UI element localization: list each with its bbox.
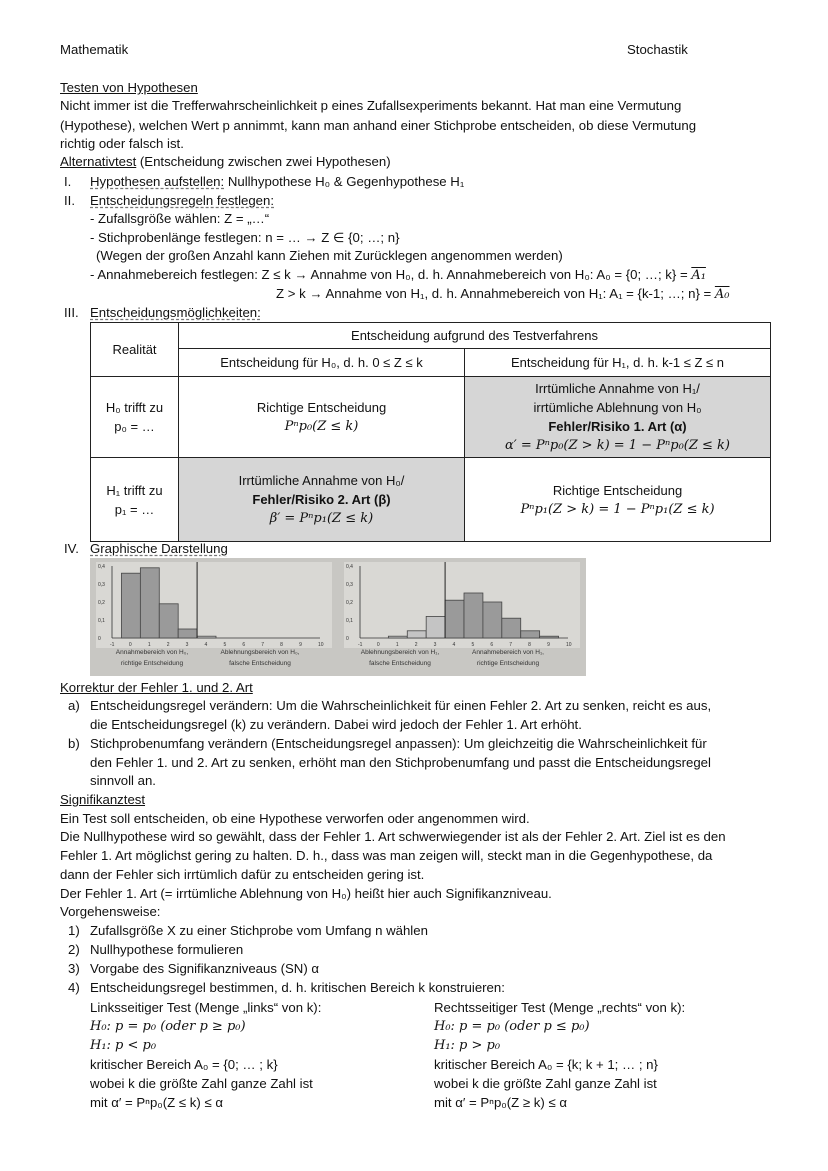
test-h0: H₀: p = p₀ (oder p ≤ p₀) <box>434 1019 590 1034</box>
x-tick-label: 1 <box>147 642 151 648</box>
x-tick-label: 3 <box>185 642 189 648</box>
row-h0-label <box>91 377 179 458</box>
x-tick-label: 7 <box>509 642 513 648</box>
step-1 <box>90 174 464 189</box>
cell-text: irrtümliche Ablehnung von H₀ <box>533 400 702 415</box>
cell-text: Fehler/Risiko 2. Art (β) <box>252 492 391 507</box>
y-tick-label: 0 <box>346 636 349 642</box>
linksseitig-test <box>90 998 321 1112</box>
signifikanz-line: Der Fehler 1. Art (= irrtümliche Ablehnung von H₀) heißt hier auch Signifikanzniveau. <box>60 886 552 901</box>
step-number: IV. <box>64 541 79 556</box>
signifikanz-line: Fehler 1. Art möglichst gering zu halten. D. h., dass was man zeigen will, steckt man in die Gegenhypothese, da <box>60 848 713 863</box>
y-tick-label: 0 <box>98 636 101 642</box>
cell-text: Fehler/Risiko 1. Art (α) <box>548 419 687 434</box>
test-wobei: wobei k die größte Zahl ganze Zahl ist <box>434 1076 657 1091</box>
histogram-bar <box>426 616 445 638</box>
histogram-bar <box>407 631 426 638</box>
region-label: richtige Entscheidung <box>476 660 540 667</box>
cell-correct-h1 <box>465 458 771 542</box>
x-tick-label: 5 <box>223 642 227 648</box>
alternativtest-heading <box>60 154 391 169</box>
histogram-bar <box>197 636 216 638</box>
signifikanz-line: dann der Fehler sich irrtümlich dafür zu entscheiden gering ist. <box>60 867 425 882</box>
x-tick-label: -1 <box>110 642 115 648</box>
y-tick-label: 0,1 <box>98 618 105 624</box>
test-title: Rechtsseitiger Test (Menge „rechts“ von k): <box>434 1000 686 1015</box>
histogram-bar <box>464 593 483 638</box>
y-tick-label: 0,3 <box>98 582 105 588</box>
histogram-bar <box>540 636 559 638</box>
step-2-heading: Entscheidungsregeln festlegen: <box>90 193 275 208</box>
signifikanz-line: Die Nullhypothese wird so gewählt, dass der Fehler 1. Art schwerwiegender ist als der Fehler 2. Art. Ziel ist es den <box>60 829 726 844</box>
row-label: p₀ = … <box>114 419 155 434</box>
x-tick-label: 9 <box>299 642 302 648</box>
korrektur-line: die Entscheidungsregel (k) zu verändern. Dabei wird jedoch der Fehler 1. Art erhöht. <box>90 717 582 732</box>
row-label: H₁ trifft zu <box>106 482 163 498</box>
cell-error-1 <box>465 377 771 458</box>
x-tick-label: 6 <box>242 642 246 648</box>
intro-line: Nicht immer ist die Trefferwahrscheinlichkeit p eines Zufallsexperiments bekannt. Hat man eine Vermutung <box>60 98 682 113</box>
decision-table <box>90 322 771 542</box>
test-wobei: wobei k die größte Zahl ganze Zahl ist <box>90 1076 313 1091</box>
x-tick-label: 8 <box>280 642 283 648</box>
histogram-bar <box>159 604 178 638</box>
cell-correct-h0 <box>179 377 465 458</box>
header-entscheidung: Entscheidung aufgrund des Testverfahrens <box>179 323 771 349</box>
histogram-bar <box>388 636 407 638</box>
histogram-bar <box>121 573 140 638</box>
region-label: richtige Entscheidung <box>120 660 184 667</box>
row-label: H₀ trifft zu <box>105 400 164 415</box>
complement-set: A₁ <box>691 268 706 283</box>
x-tick-label: 8 <box>528 642 531 648</box>
alternativtest-title: Alternativtest <box>60 154 137 169</box>
vorgehen-step: Vorgabe des Signifikanzniveaus (SN) α <box>90 961 320 976</box>
region-label: falsche Entscheidung <box>369 660 431 667</box>
step-1-heading: Hypothesen aufstellen: <box>90 174 225 189</box>
vorgehen-step: Entscheidungsregel bestimmen, d. h. kritischen Bereich k konstruieren: <box>90 980 505 995</box>
list-marker: a) <box>68 698 80 713</box>
histogram-photo <box>90 558 586 676</box>
step-4-heading: Graphische Darstellung <box>90 541 228 556</box>
x-tick-label: 0 <box>128 642 132 648</box>
step-2-annahme-1 <box>90 267 706 283</box>
header-right: Stochastik <box>627 42 688 57</box>
histogram-bar <box>140 568 159 638</box>
step-2-line: - Zufallsgröße wählen: Z = „…“ <box>90 211 270 226</box>
list-marker: b) <box>68 736 80 751</box>
x-tick-label: 1 <box>395 642 399 648</box>
test-mit: mit α′ = Pⁿp₀(Z ≥ k) ≤ α <box>434 1095 567 1110</box>
step-1-text: Nullhypothese H₀ & Gegenhypothese H₁ <box>224 174 465 189</box>
step-2-line: - Stichprobenlänge festlegen: n = … → Z ∈ {0; …; n} <box>90 230 400 245</box>
step-3-heading: Entscheidungsmöglichkeiten: <box>90 305 261 320</box>
x-tick-label: 4 <box>204 642 208 648</box>
annahme-text: Z > k → Annahme von H₁, d. h. Annahmebereich von H₁: A₁ = {k-1; …; n} = <box>276 286 715 301</box>
y-tick-label: 0,1 <box>346 618 353 624</box>
intro-line: (Hypothese), welchen Wert p annimmt, kann man anhand einer Stichprobe entscheiden, ob diese Vermutung <box>60 118 697 133</box>
cell-formula: α′ = Pⁿp₀(Z > k) = 1 − Pⁿp₀(Z ≤ k) <box>505 438 730 453</box>
x-tick-label: 9 <box>547 642 550 648</box>
signifikanz-line: Vorgehensweise: <box>60 904 161 919</box>
x-tick-label: 3 <box>433 642 437 648</box>
page-title: Testen von Hypothesen <box>60 80 198 95</box>
cell-formula: β′ = Pⁿp₁(Z ≤ k) <box>269 511 374 526</box>
cell-text: Irrtümliche Annahme von H₁/ <box>535 381 700 396</box>
test-h0: H₀: p = p₀ (oder p ≥ p₀) <box>90 1019 246 1034</box>
korrektur-line: sinnvoll an. <box>90 773 156 788</box>
histogram-bar <box>483 602 502 638</box>
test-h1: H₁: p < p₀ <box>90 1038 157 1053</box>
korrektur-line: Entscheidungsregel verändern: Um die Wahrscheinlichkeit für einen Fehler 2. Art zu senken, reicht es aus, <box>90 698 712 713</box>
region-label: Annahmebereich von H₀, <box>115 649 189 656</box>
cell-text: Irrtümliche Annahme von H₀/ <box>238 473 405 488</box>
test-krit: kritischer Bereich A₀ = {0; … ; k} <box>90 1057 278 1072</box>
x-tick-label: 0 <box>376 642 380 648</box>
x-tick-label: 10 <box>318 642 324 648</box>
step-number: III. <box>64 305 79 320</box>
korrektur-line: den Fehler 1. und 2. Art zu senken, erhöht man den Stichprobenumfang und passt die Entscheidungsregel <box>90 755 711 770</box>
test-mit: mit α′ = Pⁿp₀(Z ≤ k) ≤ α <box>90 1095 223 1110</box>
header-left: Mathematik <box>60 42 129 57</box>
step-number: I. <box>64 174 72 189</box>
intro-line: richtig oder falsch ist. <box>60 136 184 151</box>
test-title: Linksseitiger Test (Menge „links“ von k): <box>90 1000 322 1015</box>
histogram-bar <box>502 618 521 638</box>
histogram-graphic <box>90 558 586 676</box>
list-marker: 2) <box>68 942 80 957</box>
alternativtest-desc: (Entscheidung zwischen zwei Hypothesen) <box>136 154 391 169</box>
row-label: p₁ = … <box>114 501 155 517</box>
annahme-text: - Annahmebereich festlegen: Z ≤ k → Annahme von H₀, d. h. Annahmebereich von H₀: A₀ = {0; …; k} = <box>90 267 692 282</box>
korrektur-line: Stichprobenumfang verändern (Entscheidungsregel anpassen): Um gleichzeitig die Wahrscheinlichkeit für <box>90 736 707 751</box>
y-tick-label: 0,2 <box>98 600 105 606</box>
region-label: Ablehnungsbereich von H₀, <box>220 649 300 656</box>
x-tick-label: 6 <box>490 642 494 648</box>
rechtsseitig-test <box>434 998 685 1112</box>
vorgehen-step: Zufallsgröße X zu einer Stichprobe vom Umfang n wählen <box>90 923 428 938</box>
x-tick-label: 2 <box>414 642 418 648</box>
x-tick-label: 10 <box>566 642 572 648</box>
list-marker: 3) <box>68 961 80 976</box>
x-tick-label: 4 <box>452 642 456 648</box>
cell-error-2 <box>179 458 465 542</box>
x-tick-label: 7 <box>261 642 265 648</box>
region-label: Ablehnungsbereich von H₁, <box>360 649 440 656</box>
cell-formula: Pⁿp₀(Z ≤ k) <box>284 419 359 434</box>
step-2-line: (Wegen der großen Anzahl kann Ziehen mit Zurücklegen angenommen werden) <box>96 248 563 263</box>
y-tick-label: 0,4 <box>346 564 353 570</box>
y-tick-label: 0,4 <box>98 564 105 570</box>
x-tick-label: 5 <box>471 642 475 648</box>
row-h1-label <box>91 458 179 542</box>
region-label: Annahmebereich von H₁, <box>472 649 544 656</box>
vorgehen-step: Nullhypothese formulieren <box>90 942 244 957</box>
region-label: falsche Entscheidung <box>229 660 291 667</box>
x-tick-label: -1 <box>358 642 363 648</box>
header-h0: Entscheidung für H₀, d. h. 0 ≤ Z ≤ k <box>179 349 465 377</box>
test-h1: H₁: p > p₀ <box>434 1038 501 1053</box>
step-number: II. <box>64 193 75 208</box>
cell-text: Richtige Entscheidung <box>552 482 683 498</box>
cell-text: Richtige Entscheidung <box>256 400 387 415</box>
test-krit: kritischer Bereich A₀ = {k; k + 1; … ; n} <box>434 1057 658 1072</box>
histogram-bar <box>178 629 197 638</box>
y-tick-label: 0,3 <box>346 582 353 588</box>
y-tick-label: 0,2 <box>346 600 353 606</box>
header-realitaet: Realität <box>91 323 179 377</box>
signifikanz-heading: Signifikanztest <box>60 792 146 807</box>
x-tick-label: 2 <box>166 642 170 648</box>
complement-set: A₀ <box>714 287 730 302</box>
list-marker: 4) <box>68 980 80 995</box>
header-h1: Entscheidung für H₁, d. h. k-1 ≤ Z ≤ n <box>465 349 771 377</box>
signifikanz-line: Ein Test soll entscheiden, ob eine Hypothese verworfen oder angenommen wird. <box>60 811 530 826</box>
korrektur-heading: Korrektur der Fehler 1. und 2. Art <box>60 680 253 695</box>
list-marker: 1) <box>68 923 80 938</box>
histogram-bar <box>445 600 464 638</box>
cell-formula: Pⁿp₁(Z > k) = 1 − Pⁿp₁(Z ≤ k) <box>520 501 715 517</box>
histogram-bar <box>521 631 540 638</box>
step-2-annahme-2 <box>276 286 730 302</box>
